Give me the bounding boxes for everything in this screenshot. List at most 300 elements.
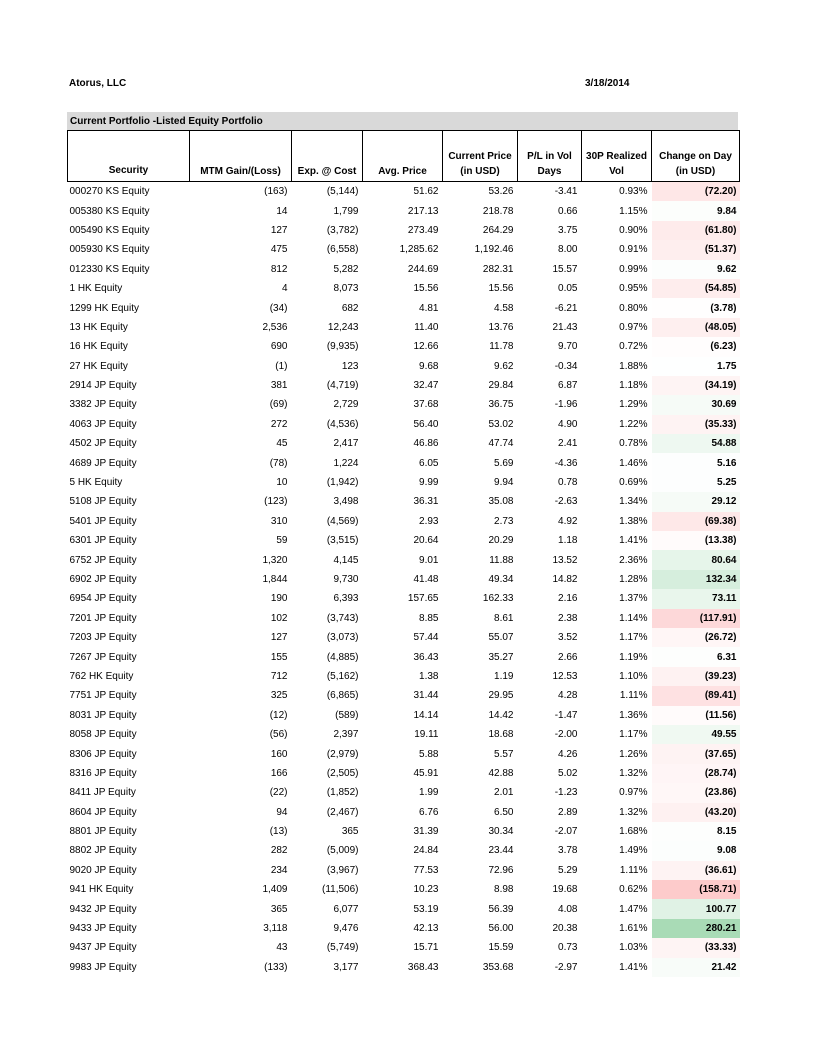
- table-row: [68, 609, 740, 628]
- current-price-cell: 55.07: [488, 632, 514, 644]
- current-price-cell: 9.62: [494, 360, 514, 372]
- current-price-cell: 5.69: [494, 457, 514, 469]
- security-cell: 8031 JP Equity: [69, 709, 137, 721]
- mtm-cell: 812: [270, 263, 288, 275]
- pl-vol-days-cell: 9.70: [558, 341, 578, 353]
- realized-vol-cell: 1.47%: [619, 903, 648, 915]
- pl-vol-days-cell: 20.38: [552, 923, 578, 935]
- table-row: [68, 201, 740, 220]
- table-row: [68, 260, 740, 279]
- change-on-day-cell: (13.38): [652, 531, 740, 550]
- security-cell: 9983 JP Equity: [69, 961, 137, 973]
- exp-cost-cell: (5,009): [326, 845, 359, 857]
- security-cell: 4502 JP Equity: [69, 438, 137, 450]
- table-row: [68, 899, 740, 918]
- security-cell: 8802 JP Equity: [69, 845, 137, 857]
- mtm-cell: (163): [264, 186, 288, 198]
- security-cell: 005380 KS Equity: [69, 205, 150, 217]
- exp-cost-cell: 12,243: [327, 321, 359, 333]
- table-row: [68, 589, 740, 608]
- mtm-cell: 102: [270, 612, 288, 624]
- realized-vol-cell: 1.17%: [619, 729, 648, 741]
- table-row: [68, 744, 740, 763]
- mtm-cell: 365: [270, 903, 288, 915]
- mtm-cell: (123): [264, 496, 288, 508]
- current-price-cell: 11.78: [489, 341, 514, 353]
- table-row: [68, 861, 740, 880]
- mtm-cell: 1,844: [262, 574, 288, 585]
- change-on-day-cell: 5.16: [652, 453, 740, 472]
- pl-vol-days-cell: 12.53: [552, 670, 578, 682]
- exp-cost-cell: 6,393: [333, 593, 359, 605]
- realized-vol-cell: 0.91%: [619, 244, 648, 256]
- avg-price-cell: 77.53: [413, 864, 439, 876]
- exp-cost-cell: (2,505): [326, 767, 359, 779]
- current-price-cell: 15.59: [488, 942, 514, 954]
- mtm-cell: 234: [270, 864, 288, 876]
- avg-price-cell: 56.40: [413, 418, 439, 430]
- table-row: [68, 686, 740, 705]
- exp-cost-cell: (3,743): [326, 612, 359, 624]
- mtm-cell: 155: [270, 651, 288, 663]
- mtm-cell: 94: [276, 806, 288, 818]
- realized-vol-cell: 1.17%: [619, 632, 648, 644]
- exp-cost-cell: (6,865): [326, 690, 359, 702]
- realized-vol-cell: 0.99%: [619, 263, 648, 275]
- security-cell: 1 HK Equity: [69, 283, 123, 295]
- exp-cost-cell: (4,569): [326, 515, 359, 527]
- pl-vol-days-cell: 4.08: [558, 903, 578, 915]
- realized-vol-cell: 1.14%: [619, 612, 648, 624]
- exp-cost-cell: (2,467): [326, 806, 359, 818]
- security-cell: 9432 JP Equity: [69, 903, 137, 915]
- pl-vol-days-cell: 6.87: [558, 380, 578, 392]
- mtm-cell: (1): [275, 360, 288, 372]
- change-on-day-cell: 9.08: [652, 841, 740, 860]
- mtm-cell: 310: [270, 515, 288, 527]
- realized-vol-cell: 1.19%: [619, 651, 648, 663]
- pl-vol-days-cell: 4.90: [558, 418, 578, 430]
- avg-price-cell: 15.71: [413, 942, 439, 954]
- security-cell: 9020 JP Equity: [69, 864, 137, 876]
- change-on-day-cell: 29.12: [652, 492, 740, 511]
- realized-vol-cell: 1.38%: [619, 515, 648, 527]
- exp-cost-cell: (3,967): [326, 864, 359, 876]
- pl-vol-days-cell: 15.57: [552, 263, 578, 275]
- security-cell: 7267 JP Equity: [69, 651, 137, 663]
- realized-vol-cell: 1.11%: [619, 864, 648, 876]
- mtm-cell: 381: [270, 380, 288, 392]
- current-price-cell: 13.76: [488, 321, 514, 333]
- current-price-cell: 2.01: [494, 787, 514, 799]
- table-row: [68, 550, 740, 569]
- current-price-cell: 218.78: [482, 205, 514, 217]
- exp-cost-cell: (5,144): [326, 186, 359, 198]
- table-row: [68, 570, 740, 589]
- pl-vol-days-cell: 8.00: [558, 244, 578, 256]
- current-price-cell: 53.26: [488, 186, 514, 198]
- current-price-cell: 264.29: [482, 224, 514, 236]
- security-cell: 6954 JP Equity: [69, 593, 137, 605]
- change-on-day-cell: 280.21: [652, 919, 740, 938]
- pl-vol-days-cell: -2.97: [554, 961, 578, 973]
- exp-cost-cell: 4,145: [333, 554, 359, 566]
- avg-price-cell: 6.76: [419, 806, 439, 818]
- realized-vol-cell: 1.15%: [619, 205, 648, 217]
- current-price-cell: 162.33: [482, 593, 514, 605]
- avg-price-cell: 4.81: [419, 302, 439, 314]
- change-on-day-cell: (6.23): [652, 337, 740, 356]
- table-row: [68, 240, 740, 259]
- realized-vol-cell: 0.69%: [619, 477, 648, 489]
- exp-cost-cell: (4,536): [326, 418, 359, 430]
- current-price-cell: 6.50: [494, 806, 514, 818]
- table-row: [68, 298, 740, 317]
- security-cell: 5401 JP Equity: [69, 515, 137, 527]
- exp-cost-cell: (11,506): [321, 884, 359, 896]
- avg-price-cell: 9.68: [419, 360, 439, 372]
- avg-price-cell: 217.13: [407, 205, 439, 217]
- table-row: [68, 337, 740, 356]
- exp-cost-cell: 123: [341, 360, 359, 372]
- current-price-cell: 20.29: [488, 535, 514, 547]
- realized-vol-cell: 1.37%: [619, 593, 648, 605]
- current-price-cell: 1.19: [494, 670, 514, 682]
- exp-cost-cell: (3,073): [326, 632, 359, 644]
- avg-price-cell: 8.85: [419, 612, 439, 624]
- change-on-day-cell: 132.34: [652, 570, 740, 589]
- mtm-cell: 43: [276, 942, 288, 954]
- avg-price-cell: 45.91: [413, 767, 439, 779]
- pl-vol-days-cell: 5.02: [558, 767, 578, 779]
- security-cell: 5108 JP Equity: [69, 496, 137, 508]
- change-on-day-cell: 49.55: [652, 725, 740, 744]
- pl-vol-days-cell: -1.23: [554, 787, 578, 799]
- avg-price-cell: 19.11: [414, 729, 439, 741]
- table-row: [68, 531, 740, 550]
- mtm-cell: 712: [270, 670, 288, 682]
- table-row: [68, 938, 740, 957]
- current-price-cell: 47.74: [488, 438, 514, 450]
- realized-vol-cell: 1.88%: [619, 360, 648, 372]
- change-on-day-cell: (69.38): [652, 512, 740, 531]
- pl-vol-days-cell: -2.00: [554, 729, 578, 741]
- table-body: [68, 182, 740, 978]
- realized-vol-cell: 0.80%: [619, 302, 648, 314]
- pl-vol-days-cell: -2.07: [554, 826, 578, 838]
- mtm-cell: 475: [270, 244, 288, 256]
- mtm-cell: (34): [269, 302, 288, 314]
- exp-cost-cell: 2,417: [333, 438, 359, 450]
- mtm-cell: (133): [264, 961, 288, 973]
- exp-cost-cell: 8,073: [333, 283, 359, 295]
- realized-vol-cell: 0.97%: [619, 321, 648, 333]
- mtm-cell: (12): [269, 709, 288, 721]
- table-row: [68, 764, 740, 783]
- realized-vol-cell: 1.18%: [619, 380, 648, 392]
- pl-vol-days-cell: 2.66: [558, 651, 578, 663]
- realized-vol-cell: 1.68%: [619, 826, 648, 838]
- exp-cost-cell: (1,852): [326, 787, 359, 799]
- pl-vol-days-cell: 2.41: [558, 438, 578, 450]
- realized-vol-cell: 1.10%: [619, 670, 648, 682]
- current-price-cell: 29.95: [488, 690, 514, 702]
- pl-vol-days-cell: 4.92: [558, 515, 578, 527]
- realized-vol-cell: 1.11%: [619, 690, 648, 702]
- current-price-cell: 56.39: [488, 903, 514, 915]
- current-price-cell: 56.00: [488, 923, 514, 935]
- current-price-cell: 72.96: [488, 864, 514, 876]
- table-header-row: [68, 131, 740, 182]
- realized-vol-cell: 0.72%: [619, 341, 648, 353]
- exp-cost-cell: (2,979): [326, 748, 359, 760]
- current-price-cell: 8.61: [494, 612, 514, 624]
- pl-vol-days-cell: 1.18: [558, 535, 578, 547]
- security-cell: 4689 JP Equity: [69, 457, 137, 469]
- change-on-day-cell: 5.25: [652, 473, 740, 492]
- security-cell: 8604 JP Equity: [69, 806, 137, 818]
- exp-cost-cell: 9,476: [333, 923, 359, 935]
- exp-cost-cell: 2,397: [333, 729, 359, 741]
- security-cell: 005930 KS Equity: [69, 244, 150, 256]
- table-row: [68, 667, 740, 686]
- security-cell: 7201 JP Equity: [69, 612, 137, 624]
- security-cell: 7751 JP Equity: [69, 690, 137, 702]
- realized-vol-cell: 1.46%: [619, 457, 648, 469]
- mtm-cell: 59: [276, 535, 288, 547]
- change-on-day-cell: (89.41): [652, 686, 740, 705]
- realized-vol-cell: 0.95%: [619, 283, 648, 295]
- change-on-day-cell: 54.88: [652, 434, 740, 453]
- exp-cost-cell: (9,935): [326, 341, 359, 353]
- pl-vol-days-cell: 4.28: [558, 690, 578, 702]
- change-on-day-cell: (33.33): [652, 938, 740, 957]
- pl-vol-days-cell: 13.52: [552, 554, 578, 566]
- avg-price-cell: 1,285.62: [399, 244, 439, 256]
- security-cell: 9437 JP Equity: [69, 942, 137, 954]
- exp-cost-cell: 3,498: [333, 496, 359, 508]
- current-price-cell: 29.84: [488, 380, 514, 392]
- table-row: [68, 434, 740, 453]
- report-date: 3/18/2014: [585, 78, 630, 89]
- table-row: [68, 803, 740, 822]
- current-price-cell: 18.68: [488, 729, 514, 741]
- mtm-cell: 690: [270, 341, 288, 353]
- avg-price-cell: 31.39: [413, 826, 439, 838]
- security-cell: 762 HK Equity: [69, 670, 134, 682]
- change-on-day-cell: 9.62: [652, 260, 740, 279]
- change-on-day-cell: 8.15: [652, 822, 740, 841]
- pl-vol-days-cell: -0.34: [554, 360, 578, 372]
- pl-vol-days-cell: 0.05: [558, 283, 578, 295]
- exp-cost-cell: (5,162): [326, 670, 359, 682]
- realized-vol-cell: 2.36%: [619, 554, 648, 566]
- pl-vol-days-cell: -6.21: [554, 302, 578, 314]
- col-header-security: Security: [68, 131, 190, 182]
- avg-price-cell: 244.69: [407, 263, 439, 275]
- mtm-cell: 1,320: [262, 554, 288, 566]
- avg-price-cell: 20.64: [413, 535, 439, 547]
- security-cell: 2914 JP Equity: [69, 380, 137, 392]
- security-cell: 7203 JP Equity: [69, 632, 137, 644]
- table-row: [68, 919, 740, 938]
- change-on-day-cell: 30.69: [652, 395, 740, 414]
- current-price-cell: 15.56: [488, 283, 514, 295]
- exp-cost-cell: (1,942): [326, 477, 359, 489]
- security-cell: 8306 JP Equity: [69, 748, 137, 760]
- change-on-day-cell: (35.33): [652, 415, 740, 434]
- security-cell: 8058 JP Equity: [69, 729, 137, 741]
- change-on-day-cell: 1.75: [652, 357, 740, 376]
- pl-vol-days-cell: 0.66: [558, 205, 578, 217]
- avg-price-cell: 31.44: [413, 690, 439, 702]
- realized-vol-cell: 0.97%: [619, 787, 648, 799]
- security-cell: 012330 KS Equity: [69, 263, 150, 275]
- col-header-realized-vol: 30P Realized Vol: [582, 131, 652, 182]
- change-on-day-cell: (23.86): [652, 783, 740, 802]
- change-on-day-cell: (37.65): [652, 744, 740, 763]
- change-on-day-cell: (72.20): [652, 182, 740, 202]
- table-row: [68, 221, 740, 240]
- security-cell: 27 HK Equity: [69, 360, 128, 372]
- realized-vol-cell: 1.34%: [619, 496, 648, 508]
- mtm-cell: 127: [270, 632, 288, 644]
- change-on-day-cell: (34.19): [652, 376, 740, 395]
- current-price-cell: 30.34: [488, 826, 514, 838]
- current-price-cell: 42.88: [488, 767, 514, 779]
- mtm-cell: (22): [269, 787, 288, 799]
- avg-price-cell: 273.49: [407, 224, 439, 236]
- pl-vol-days-cell: -2.63: [554, 496, 578, 508]
- avg-price-cell: 53.19: [413, 903, 439, 915]
- realized-vol-cell: 1.41%: [619, 535, 648, 547]
- exp-cost-cell: 3,177: [333, 961, 359, 973]
- mtm-cell: 127: [270, 224, 288, 236]
- realized-vol-cell: 1.49%: [619, 845, 648, 857]
- table-row: [68, 182, 740, 202]
- current-price-cell: 4.58: [494, 302, 514, 314]
- mtm-cell: 4: [281, 283, 288, 295]
- mtm-cell: 325: [270, 690, 288, 702]
- pl-vol-days-cell: 2.89: [558, 806, 578, 818]
- exp-cost-cell: (589): [335, 709, 359, 721]
- avg-price-cell: 10.23: [413, 884, 439, 896]
- security-cell: 1299 HK Equity: [69, 302, 139, 314]
- pl-vol-days-cell: 0.73: [558, 942, 578, 954]
- avg-price-cell: 32.47: [413, 380, 439, 392]
- current-price-cell: 53.02: [488, 418, 514, 430]
- change-on-day-cell: 100.77: [652, 899, 740, 918]
- mtm-cell: 160: [270, 748, 288, 760]
- security-cell: 8801 JP Equity: [69, 826, 137, 838]
- col-header-avg-price: Avg. Price: [363, 131, 443, 182]
- exp-cost-cell: (6,558): [326, 244, 359, 256]
- change-on-day-cell: 9.84: [652, 201, 740, 220]
- avg-price-cell: 9.01: [419, 554, 439, 566]
- pl-vol-days-cell: 3.78: [558, 845, 578, 857]
- pl-vol-days-cell: -3.41: [554, 186, 578, 198]
- mtm-cell: 190: [270, 593, 288, 605]
- avg-price-cell: 5.88: [419, 748, 439, 760]
- exp-cost-cell: 1,799: [333, 205, 359, 217]
- change-on-day-cell: (28.74): [652, 764, 740, 783]
- change-on-day-cell: (11.56): [652, 706, 740, 725]
- table-row: [68, 279, 740, 298]
- pl-vol-days-cell: 2.16: [558, 593, 578, 605]
- current-price-cell: 353.68: [482, 961, 514, 973]
- avg-price-cell: 15.56: [413, 283, 439, 295]
- table-row: [68, 357, 740, 376]
- avg-price-cell: 51.62: [413, 186, 439, 198]
- avg-price-cell: 14.14: [413, 709, 439, 721]
- avg-price-cell: 1.99: [419, 787, 439, 799]
- pl-vol-days-cell: 14.82: [552, 574, 578, 585]
- current-price-cell: 11.88: [489, 554, 514, 566]
- realized-vol-cell: 1.26%: [619, 748, 648, 760]
- avg-price-cell: 41.48: [413, 574, 439, 585]
- mtm-cell: (56): [269, 729, 288, 741]
- change-on-day-cell: (117.91): [652, 609, 740, 628]
- mtm-cell: 2,536: [262, 321, 288, 333]
- security-cell: 9433 JP Equity: [69, 923, 137, 935]
- security-cell: 6902 JP Equity: [69, 574, 137, 585]
- security-cell: 941 HK Equity: [69, 884, 134, 896]
- pl-vol-days-cell: -4.36: [554, 457, 578, 469]
- section-title: Current Portfolio -Listed Equity Portfolio: [67, 112, 738, 130]
- table-row: [68, 822, 740, 841]
- table-row: [68, 841, 740, 860]
- avg-price-cell: 368.43: [407, 961, 439, 973]
- pl-vol-days-cell: 2.38: [558, 612, 578, 624]
- mtm-cell: 1,409: [262, 884, 288, 896]
- avg-price-cell: 9.99: [419, 477, 439, 489]
- table-row: [68, 492, 740, 511]
- mtm-cell: 10: [276, 477, 288, 489]
- change-on-day-cell: 73.11: [652, 589, 740, 608]
- avg-price-cell: 36.31: [413, 496, 439, 508]
- company-name: Atorus, LLC: [69, 78, 127, 89]
- table-row: [68, 376, 740, 395]
- exp-cost-cell: (4,719): [326, 380, 359, 392]
- pl-vol-days-cell: 0.78: [558, 477, 578, 489]
- change-on-day-cell: (158.71): [652, 880, 740, 899]
- avg-price-cell: 24.84: [413, 845, 439, 857]
- current-price-cell: 5.57: [494, 748, 514, 760]
- security-cell: 13 HK Equity: [69, 321, 128, 333]
- avg-price-cell: 57.44: [413, 632, 439, 644]
- exp-cost-cell: 365: [341, 826, 359, 838]
- avg-price-cell: 2.93: [419, 515, 439, 527]
- mtm-cell: 45: [276, 438, 288, 450]
- pl-vol-days-cell: 3.75: [558, 224, 578, 236]
- current-price-cell: 35.08: [488, 496, 514, 508]
- avg-price-cell: 42.13: [413, 923, 439, 935]
- table-row: [68, 415, 740, 434]
- mtm-cell: 282: [270, 845, 288, 857]
- exp-cost-cell: (5,749): [326, 942, 359, 954]
- avg-price-cell: 6.05: [419, 457, 439, 469]
- avg-price-cell: 157.65: [407, 593, 439, 605]
- current-price-cell: 282.31: [482, 263, 514, 275]
- table-row: [68, 880, 740, 899]
- col-header-exp-cost: Exp. @ Cost: [292, 131, 363, 182]
- mtm-cell: (13): [269, 826, 288, 838]
- change-on-day-cell: 6.31: [652, 647, 740, 666]
- table-row: [68, 958, 740, 977]
- security-cell: 3382 JP Equity: [69, 399, 137, 411]
- realized-vol-cell: 1.29%: [619, 399, 648, 411]
- change-on-day-cell: (43.20): [652, 803, 740, 822]
